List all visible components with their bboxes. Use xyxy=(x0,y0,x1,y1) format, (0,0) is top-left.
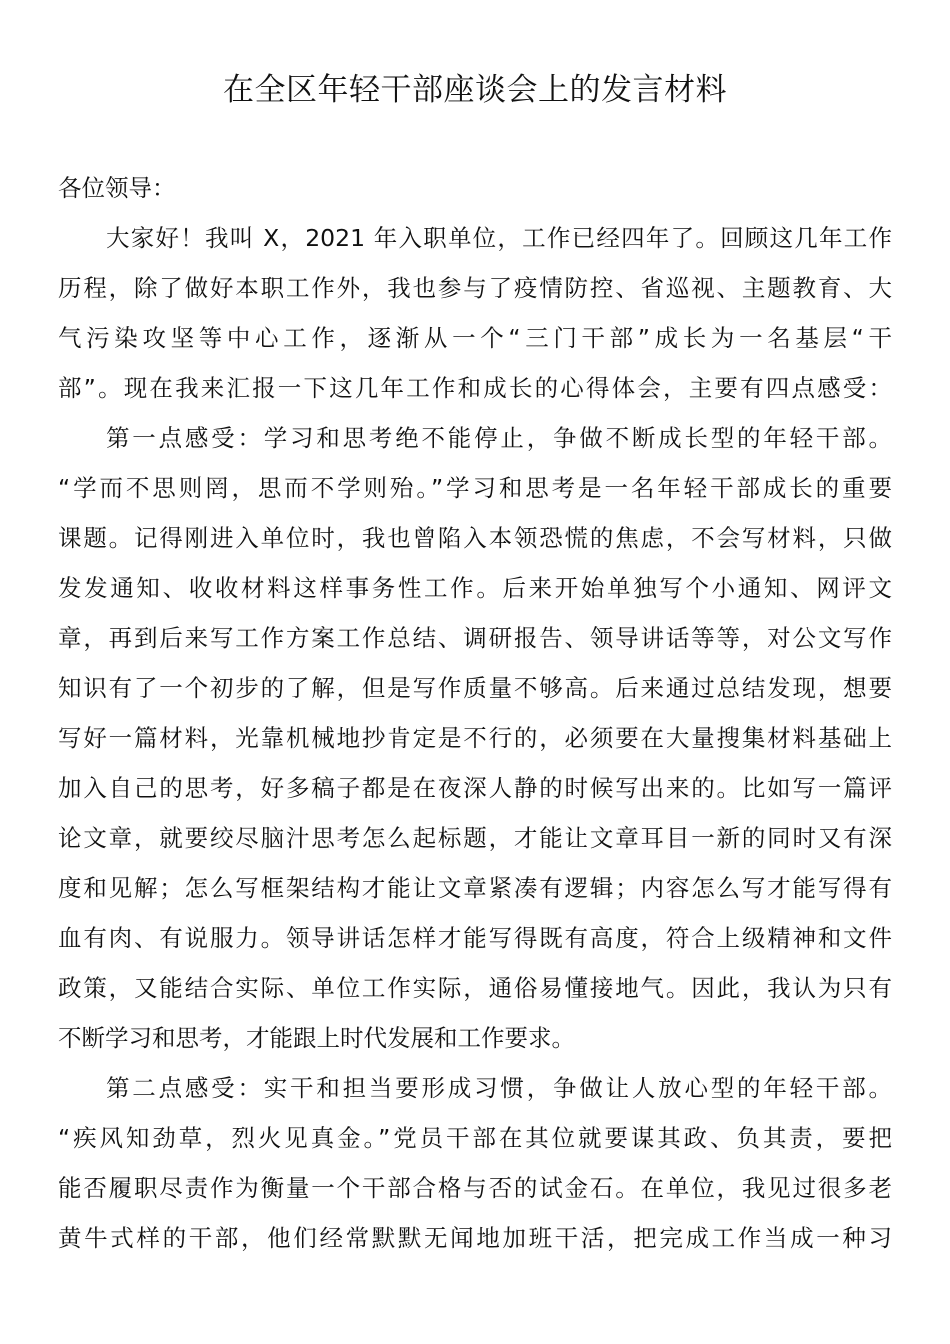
paragraph-line: 能否履职尽责作为衡量一个干部合格与否的试金石。在单位，我见过很多老 xyxy=(58,1174,892,1202)
paragraph-line: 论文章，就要绞尽脑汁思考怎么起标题，才能让文章耳目一新的同时又有深 xyxy=(58,824,892,852)
document-body xyxy=(58,163,892,1263)
paragraph-line: 历程，除了做好本职工作外，我也参与了疫情防控、省巡视、主题教育、大 xyxy=(58,274,892,302)
paragraph-point-one xyxy=(58,413,892,1063)
paragraph-line: 大家好！我叫 X，2021 年入职单位，工作已经四年了。回顾这几年工作 xyxy=(106,224,892,252)
paragraph-line: 加入自己的思考，好多稿子都是在夜深人静的时候写出来的。比如写一篇评 xyxy=(58,774,892,802)
salutation: 各位领导： xyxy=(58,174,176,202)
paragraph-intro xyxy=(58,213,892,413)
document-title: 在全区年轻干部座谈会上的发言材料 xyxy=(223,72,727,108)
paragraph-line: 第二点感受：实干和担当要形成习惯，争做让人放心型的年轻干部。 xyxy=(106,1074,892,1102)
paragraph-line: 部”。现在我来汇报一下这几年工作和成长的心得体会，主要有四点感受： xyxy=(58,374,892,402)
paragraph-line: 黄牛式样的干部，他们经常默默无闻地加班干活，把完成工作当成一种习 xyxy=(58,1224,892,1252)
paragraph-line: 血有肉、有说服力。领导讲话怎样才能写得既有高度，符合上级精神和文件 xyxy=(58,924,892,952)
paragraph-line: “学而不思则罔，思而不学则殆。”学习和思考是一名年轻干部成长的重要 xyxy=(58,474,892,502)
paragraph-point-two xyxy=(58,1063,892,1263)
paragraph-line: 发发通知、收收材料这样事务性工作。后来开始单独写个小通知、网评文 xyxy=(58,574,892,602)
paragraph-line: 政策，又能结合实际、单位工作实际，通俗易懂接地气。因此，我认为只有 xyxy=(58,974,892,1002)
paragraph-line: 不断学习和思考，才能跟上时代发展和工作要求。 xyxy=(58,1024,575,1052)
paragraph-line: 章，再到后来写工作方案工作总结、调研报告、领导讲话等等，对公文写作 xyxy=(58,624,892,652)
paragraph-line: 度和见解；怎么写框架结构才能让文章紧凑有逻辑；内容怎么写才能写得有 xyxy=(58,874,892,902)
paragraph-line: 气污染攻坚等中心工作，逐渐从一个“三门干部”成长为一名基层“干 xyxy=(58,324,892,352)
paragraph-line: 写好一篇材料，光靠机械地抄肯定是不行的，必须要在大量搜集材料基础上 xyxy=(58,724,892,752)
paragraph-line: “疾风知劲草，烈火见真金。”党员干部在其位就要谋其政、负其责，要把 xyxy=(58,1124,892,1152)
paragraph-line: 第一点感受：学习和思考绝不能停止，争做不断成长型的年轻干部。 xyxy=(106,424,892,452)
paragraph-line: 课题。记得刚进入单位时，我也曾陷入本领恐慌的焦虑，不会写材料，只做 xyxy=(58,524,892,552)
paragraph-line: 知识有了一个初步的了解，但是写作质量不够高。后来通过总结发现，想要 xyxy=(58,674,892,702)
